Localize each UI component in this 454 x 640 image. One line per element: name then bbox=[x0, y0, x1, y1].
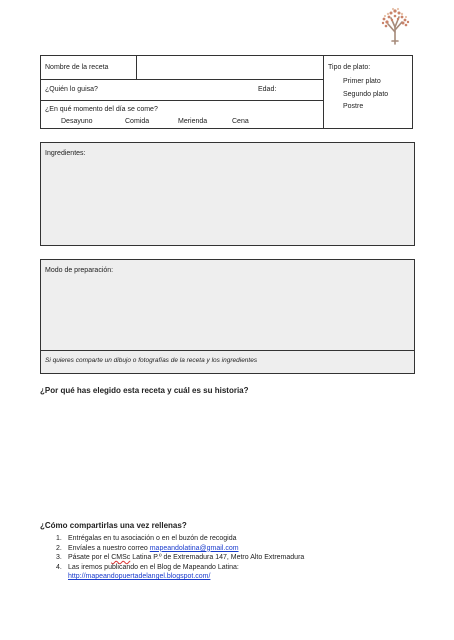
step-text: Envíales a nuestro correo bbox=[68, 544, 150, 552]
step-text: Latina P.º de Extremadura 147, Metro Alto Extremadura bbox=[130, 554, 305, 561]
step-text: Pásate por el bbox=[68, 554, 112, 561]
email-link[interactable]: mapeandolatina@gmail.com bbox=[149, 544, 239, 552]
preparation-divider bbox=[41, 350, 414, 351]
table-divider bbox=[41, 100, 323, 101]
meal-option: Cena bbox=[232, 118, 249, 125]
table-divider bbox=[136, 56, 137, 79]
who-cooks-label: ¿Quién lo guisa? bbox=[45, 86, 98, 93]
dish-type-option: Primer plato bbox=[343, 78, 381, 85]
list-item bbox=[56, 563, 356, 582]
list-item bbox=[56, 534, 356, 544]
step-text: Las iremos publicando en el Blog de Mapeando Latina: bbox=[68, 563, 239, 571]
tree-logo-icon bbox=[378, 6, 412, 46]
dish-type-label: Tipo de plato: bbox=[328, 64, 371, 71]
ingredients-label: Ingredientes: bbox=[45, 150, 86, 157]
meal-option: Desayuno bbox=[61, 118, 93, 125]
share-steps-list bbox=[56, 534, 356, 582]
age-label: Edad: bbox=[258, 86, 277, 93]
recipe-info-table bbox=[40, 55, 413, 129]
step-number: 1. bbox=[56, 535, 62, 542]
step-number: 2. bbox=[56, 544, 62, 552]
list-item bbox=[56, 544, 356, 554]
recipe-name-label: Nombre de la receta bbox=[45, 64, 109, 71]
dish-type-option: Segundo plato bbox=[343, 91, 389, 98]
preparation-label: Modo de preparación: bbox=[45, 267, 114, 274]
share-title: ¿Cómo compartirlas una vez rellenas? bbox=[40, 521, 187, 530]
table-divider bbox=[323, 56, 324, 129]
dish-type-option: Postre bbox=[343, 103, 364, 110]
spellcheck-word: CMSc bbox=[111, 554, 131, 561]
step-number: 3. bbox=[56, 554, 62, 561]
when-label: ¿En qué momento del día se come? bbox=[45, 106, 158, 113]
meal-option: Comida bbox=[125, 118, 150, 125]
ingredients-box bbox=[40, 142, 415, 246]
preparation-note: Si quieres comparte un dibujo o fotografías de la receta y los ingredientes bbox=[45, 357, 258, 364]
blog-link[interactable]: http://mapeandopuertadelangel.blogspot.com/ bbox=[68, 573, 211, 580]
step-number: 4. bbox=[56, 563, 62, 571]
meal-option: Merienda bbox=[178, 118, 208, 125]
table-divider bbox=[41, 79, 323, 80]
preparation-box bbox=[40, 259, 415, 374]
step-text: Entrégalas en tu asociación o en el buzón de recogida bbox=[68, 535, 237, 542]
story-question: ¿Por qué has elegido esta receta y cuál es su historia? bbox=[40, 386, 249, 395]
list-item bbox=[56, 553, 356, 563]
